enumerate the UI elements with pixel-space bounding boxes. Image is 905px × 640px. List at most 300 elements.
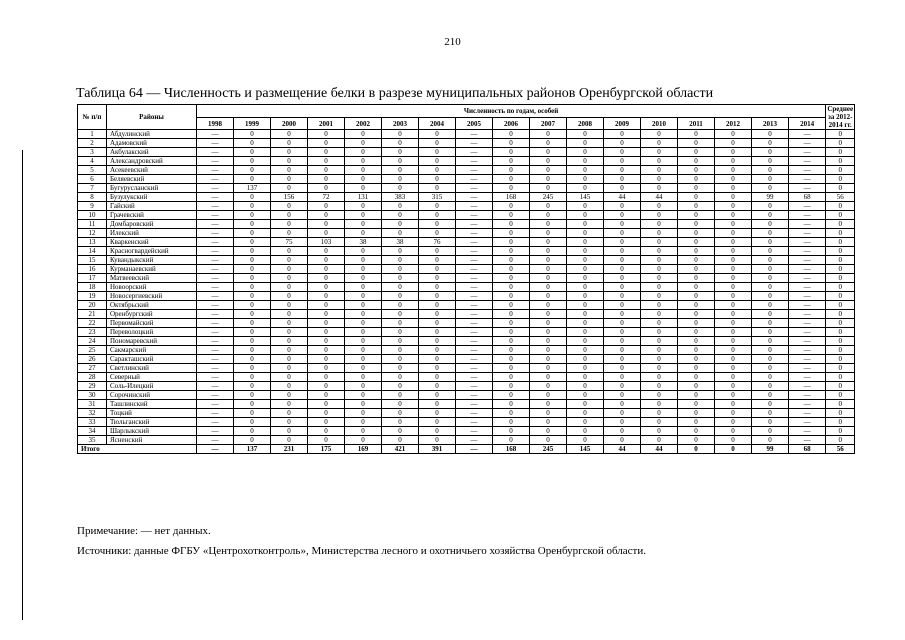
- header-year: 2004: [419, 118, 456, 130]
- total-value-cell: 421: [382, 445, 419, 454]
- value-cell: 0: [715, 364, 752, 373]
- value-cell: 0: [826, 139, 855, 148]
- value-cell: 0: [567, 292, 604, 301]
- value-cell: 0: [752, 148, 789, 157]
- table-row: [78, 193, 855, 202]
- value-cell: 0: [234, 175, 271, 184]
- value-cell: 0: [530, 274, 567, 283]
- row-number: 5: [78, 166, 107, 175]
- value-cell: —: [456, 373, 493, 382]
- value-cell: 0: [715, 301, 752, 310]
- value-cell: —: [197, 328, 234, 337]
- value-cell: 0: [641, 166, 678, 175]
- value-cell: 0: [382, 184, 419, 193]
- value-cell: 0: [678, 211, 715, 220]
- value-cell: 0: [641, 418, 678, 427]
- value-cell: 0: [234, 256, 271, 265]
- table-row: [78, 130, 855, 139]
- value-cell: 0: [382, 364, 419, 373]
- value-cell: 0: [678, 274, 715, 283]
- value-cell: 0: [752, 364, 789, 373]
- value-cell: 0: [752, 400, 789, 409]
- row-number: 33: [78, 418, 107, 427]
- value-cell: 0: [567, 418, 604, 427]
- value-cell: —: [789, 283, 826, 292]
- value-cell: 0: [382, 256, 419, 265]
- row-number: 24: [78, 337, 107, 346]
- total-value-cell: 0: [715, 445, 752, 454]
- value-cell: 0: [234, 130, 271, 139]
- value-cell: 0: [567, 319, 604, 328]
- value-cell: 0: [530, 418, 567, 427]
- value-cell: 0: [234, 229, 271, 238]
- value-cell: 0: [567, 139, 604, 148]
- total-value-cell: 137: [234, 445, 271, 454]
- value-cell: 0: [826, 229, 855, 238]
- value-cell: 0: [308, 373, 345, 382]
- value-cell: 0: [271, 220, 308, 229]
- value-cell: 0: [715, 283, 752, 292]
- value-cell: 0: [493, 391, 530, 400]
- value-cell: 0: [678, 427, 715, 436]
- value-cell: —: [789, 130, 826, 139]
- table-body: [78, 130, 855, 454]
- value-cell: —: [456, 211, 493, 220]
- value-cell: 0: [419, 175, 456, 184]
- value-cell: 0: [715, 292, 752, 301]
- district-name: Шарлыкский: [107, 427, 197, 436]
- value-cell: 0: [567, 373, 604, 382]
- row-number: 35: [78, 436, 107, 445]
- value-cell: 0: [345, 355, 382, 364]
- value-cell: 0: [530, 346, 567, 355]
- total-row: [78, 445, 855, 454]
- value-cell: 0: [715, 328, 752, 337]
- value-cell: 0: [419, 436, 456, 445]
- value-cell: 0: [826, 409, 855, 418]
- row-number: 3: [78, 148, 107, 157]
- value-cell: 0: [604, 436, 641, 445]
- value-cell: 0: [419, 265, 456, 274]
- value-cell: 0: [271, 211, 308, 220]
- value-cell: 156: [271, 193, 308, 202]
- value-cell: 0: [493, 139, 530, 148]
- value-cell: 0: [604, 139, 641, 148]
- table-row: [78, 310, 855, 319]
- value-cell: —: [789, 310, 826, 319]
- value-cell: —: [197, 436, 234, 445]
- value-cell: 0: [567, 265, 604, 274]
- value-cell: 0: [382, 220, 419, 229]
- value-cell: 0: [382, 319, 419, 328]
- value-cell: 0: [345, 247, 382, 256]
- value-cell: 245: [530, 193, 567, 202]
- value-cell: —: [197, 346, 234, 355]
- header-year: 2001: [308, 118, 345, 130]
- value-cell: 0: [567, 202, 604, 211]
- value-cell: 0: [271, 427, 308, 436]
- value-cell: 0: [271, 292, 308, 301]
- value-cell: 0: [234, 238, 271, 247]
- value-cell: 0: [234, 283, 271, 292]
- value-cell: 0: [715, 391, 752, 400]
- value-cell: 0: [345, 391, 382, 400]
- table-row: [78, 328, 855, 337]
- value-cell: 0: [382, 373, 419, 382]
- table-row: [78, 211, 855, 220]
- district-name: Асекеевский: [107, 166, 197, 175]
- value-cell: 0: [752, 157, 789, 166]
- total-value-cell: 99: [752, 445, 789, 454]
- value-cell: 0: [345, 274, 382, 283]
- total-label: Итого: [78, 445, 197, 454]
- value-cell: 0: [271, 409, 308, 418]
- value-cell: 0: [234, 337, 271, 346]
- value-cell: 0: [641, 256, 678, 265]
- value-cell: 0: [826, 202, 855, 211]
- value-cell: 0: [641, 328, 678, 337]
- value-cell: 0: [345, 364, 382, 373]
- value-cell: 0: [234, 436, 271, 445]
- value-cell: 0: [715, 346, 752, 355]
- row-number: 7: [78, 184, 107, 193]
- header-year: 2012: [715, 118, 752, 130]
- value-cell: 0: [271, 130, 308, 139]
- value-cell: —: [456, 301, 493, 310]
- value-cell: 0: [419, 328, 456, 337]
- value-cell: 0: [530, 292, 567, 301]
- header-year: 2003: [382, 118, 419, 130]
- row-number: 6: [78, 175, 107, 184]
- value-cell: —: [789, 229, 826, 238]
- value-cell: 0: [308, 283, 345, 292]
- value-cell: 0: [530, 373, 567, 382]
- value-cell: 0: [234, 319, 271, 328]
- value-cell: 0: [493, 409, 530, 418]
- value-cell: 0: [715, 157, 752, 166]
- value-cell: 0: [752, 418, 789, 427]
- value-cell: 0: [493, 229, 530, 238]
- value-cell: 0: [715, 175, 752, 184]
- value-cell: 0: [271, 319, 308, 328]
- district-name: Илекский: [107, 229, 197, 238]
- value-cell: 0: [567, 346, 604, 355]
- header-year: 2005: [456, 118, 493, 130]
- value-cell: 75: [271, 238, 308, 247]
- district-name: Бузулукский: [107, 193, 197, 202]
- value-cell: 0: [234, 301, 271, 310]
- value-cell: 0: [530, 409, 567, 418]
- value-cell: 0: [678, 229, 715, 238]
- value-cell: 0: [567, 238, 604, 247]
- value-cell: 0: [826, 310, 855, 319]
- value-cell: 0: [752, 247, 789, 256]
- value-cell: 0: [567, 175, 604, 184]
- value-cell: 0: [641, 265, 678, 274]
- value-cell: 0: [641, 211, 678, 220]
- value-cell: —: [197, 418, 234, 427]
- value-cell: 0: [419, 418, 456, 427]
- value-cell: —: [197, 157, 234, 166]
- table-row: [78, 373, 855, 382]
- value-cell: 0: [604, 130, 641, 139]
- value-cell: 0: [641, 184, 678, 193]
- value-cell: 99: [752, 193, 789, 202]
- value-cell: —: [456, 355, 493, 364]
- value-cell: 0: [234, 193, 271, 202]
- value-cell: 38: [382, 238, 419, 247]
- value-cell: 0: [419, 166, 456, 175]
- value-cell: 0: [234, 148, 271, 157]
- table-row: [78, 175, 855, 184]
- value-cell: 0: [308, 292, 345, 301]
- value-cell: 0: [530, 382, 567, 391]
- header-year: 2007: [530, 118, 567, 130]
- table-row: [78, 220, 855, 229]
- value-cell: 0: [271, 166, 308, 175]
- value-cell: —: [456, 220, 493, 229]
- value-cell: —: [789, 157, 826, 166]
- value-cell: 0: [826, 157, 855, 166]
- value-cell: 0: [715, 211, 752, 220]
- value-cell: 0: [493, 292, 530, 301]
- value-cell: 0: [419, 391, 456, 400]
- value-cell: —: [789, 274, 826, 283]
- value-cell: —: [789, 301, 826, 310]
- value-cell: —: [197, 265, 234, 274]
- value-cell: 0: [308, 202, 345, 211]
- value-cell: 0: [308, 382, 345, 391]
- district-name: Ясненский: [107, 436, 197, 445]
- value-cell: 0: [271, 355, 308, 364]
- value-cell: 0: [678, 130, 715, 139]
- value-cell: 0: [567, 391, 604, 400]
- value-cell: 0: [826, 391, 855, 400]
- value-cell: 0: [234, 409, 271, 418]
- value-cell: 0: [382, 418, 419, 427]
- value-cell: 0: [382, 130, 419, 139]
- value-cell: 145: [567, 193, 604, 202]
- value-cell: 0: [826, 166, 855, 175]
- value-cell: 0: [382, 436, 419, 445]
- value-cell: 0: [271, 265, 308, 274]
- value-cell: 0: [752, 175, 789, 184]
- value-cell: 0: [752, 328, 789, 337]
- value-cell: —: [456, 229, 493, 238]
- value-cell: 0: [419, 274, 456, 283]
- value-cell: 0: [567, 337, 604, 346]
- row-number: 29: [78, 382, 107, 391]
- district-name: Ташлинский: [107, 400, 197, 409]
- district-name: Тоцкий: [107, 409, 197, 418]
- table-row: [78, 301, 855, 310]
- header-district: Районы: [107, 105, 197, 130]
- value-cell: 0: [715, 184, 752, 193]
- value-cell: 0: [308, 409, 345, 418]
- value-cell: —: [789, 166, 826, 175]
- value-cell: 0: [678, 292, 715, 301]
- value-cell: 0: [271, 301, 308, 310]
- value-cell: 0: [382, 283, 419, 292]
- total-value-cell: 231: [271, 445, 308, 454]
- value-cell: 0: [382, 391, 419, 400]
- value-cell: 0: [382, 229, 419, 238]
- value-cell: —: [789, 211, 826, 220]
- value-cell: 0: [826, 220, 855, 229]
- value-cell: —: [197, 310, 234, 319]
- value-cell: 0: [752, 382, 789, 391]
- value-cell: 0: [752, 274, 789, 283]
- value-cell: 0: [382, 274, 419, 283]
- value-cell: 0: [567, 400, 604, 409]
- value-cell: 0: [382, 139, 419, 148]
- row-number: 20: [78, 301, 107, 310]
- value-cell: 0: [382, 427, 419, 436]
- value-cell: 0: [308, 427, 345, 436]
- row-number: 26: [78, 355, 107, 364]
- value-cell: 0: [234, 310, 271, 319]
- value-cell: 0: [493, 184, 530, 193]
- value-cell: —: [197, 220, 234, 229]
- value-cell: —: [456, 409, 493, 418]
- district-name: Бугурусланский: [107, 184, 197, 193]
- value-cell: 0: [271, 256, 308, 265]
- value-cell: 0: [715, 139, 752, 148]
- value-cell: 0: [382, 202, 419, 211]
- value-cell: 0: [567, 229, 604, 238]
- value-cell: 0: [419, 355, 456, 364]
- value-cell: 0: [826, 211, 855, 220]
- value-cell: —: [197, 373, 234, 382]
- value-cell: 0: [530, 355, 567, 364]
- table-row: [78, 274, 855, 283]
- table-row: [78, 409, 855, 418]
- value-cell: 0: [345, 184, 382, 193]
- district-name: Тюльганский: [107, 418, 197, 427]
- value-cell: 56: [826, 193, 855, 202]
- table-row: [78, 238, 855, 247]
- table-row: [78, 436, 855, 445]
- value-cell: —: [456, 274, 493, 283]
- value-cell: 0: [826, 418, 855, 427]
- value-cell: 0: [752, 238, 789, 247]
- value-cell: 0: [234, 265, 271, 274]
- value-cell: 0: [530, 283, 567, 292]
- row-number: 12: [78, 229, 107, 238]
- value-cell: 0: [604, 247, 641, 256]
- table-row: [78, 292, 855, 301]
- row-number: 9: [78, 202, 107, 211]
- value-cell: 0: [715, 238, 752, 247]
- value-cell: 0: [345, 229, 382, 238]
- value-cell: —: [197, 193, 234, 202]
- value-cell: 0: [641, 130, 678, 139]
- value-cell: 0: [419, 256, 456, 265]
- value-cell: 0: [604, 391, 641, 400]
- value-cell: —: [789, 382, 826, 391]
- value-cell: 0: [604, 418, 641, 427]
- value-cell: 0: [752, 283, 789, 292]
- value-cell: 0: [715, 130, 752, 139]
- value-cell: 0: [308, 337, 345, 346]
- value-cell: 0: [826, 319, 855, 328]
- value-cell: 0: [826, 355, 855, 364]
- value-cell: 0: [752, 436, 789, 445]
- total-value-cell: 44: [641, 445, 678, 454]
- value-cell: 0: [419, 229, 456, 238]
- table-row: [78, 229, 855, 238]
- value-cell: 0: [641, 337, 678, 346]
- value-cell: 0: [752, 220, 789, 229]
- value-cell: 0: [752, 310, 789, 319]
- value-cell: 0: [678, 319, 715, 328]
- value-cell: 0: [419, 157, 456, 166]
- value-cell: 0: [382, 247, 419, 256]
- value-cell: 0: [493, 373, 530, 382]
- district-name: Домбаровский: [107, 220, 197, 229]
- district-name: Пономаревский: [107, 337, 197, 346]
- district-name: Гайский: [107, 202, 197, 211]
- value-cell: 0: [604, 256, 641, 265]
- value-cell: —: [456, 328, 493, 337]
- value-cell: 0: [382, 148, 419, 157]
- value-cell: —: [197, 139, 234, 148]
- value-cell: 0: [752, 409, 789, 418]
- value-cell: 0: [234, 328, 271, 337]
- value-cell: 0: [641, 247, 678, 256]
- value-cell: —: [197, 184, 234, 193]
- value-cell: 0: [493, 175, 530, 184]
- value-cell: 0: [604, 220, 641, 229]
- value-cell: 0: [345, 292, 382, 301]
- value-cell: 0: [752, 184, 789, 193]
- value-cell: 0: [715, 418, 752, 427]
- district-name: Кваркенский: [107, 238, 197, 247]
- value-cell: 0: [530, 202, 567, 211]
- value-cell: 0: [493, 418, 530, 427]
- value-cell: —: [789, 319, 826, 328]
- value-cell: —: [197, 400, 234, 409]
- value-cell: 0: [271, 202, 308, 211]
- value-cell: 0: [678, 247, 715, 256]
- value-cell: 0: [678, 265, 715, 274]
- value-cell: 0: [493, 283, 530, 292]
- district-name: Красногвардейский: [107, 247, 197, 256]
- value-cell: 0: [678, 256, 715, 265]
- value-cell: 0: [308, 355, 345, 364]
- value-cell: 0: [530, 265, 567, 274]
- value-cell: 0: [641, 238, 678, 247]
- value-cell: 0: [493, 166, 530, 175]
- table-caption: Таблица 64 — Численность и размещение белки в разрезе муниципальных районов Оренбургской области: [76, 86, 714, 101]
- value-cell: 0: [715, 355, 752, 364]
- value-cell: 0: [604, 328, 641, 337]
- table-row: [78, 337, 855, 346]
- value-cell: 0: [641, 292, 678, 301]
- value-cell: —: [789, 346, 826, 355]
- value-cell: 0: [641, 382, 678, 391]
- value-cell: 0: [271, 157, 308, 166]
- value-cell: 0: [752, 202, 789, 211]
- value-cell: 0: [641, 436, 678, 445]
- value-cell: 0: [604, 427, 641, 436]
- value-cell: —: [197, 130, 234, 139]
- value-cell: 0: [345, 130, 382, 139]
- row-number: 2: [78, 139, 107, 148]
- value-cell: 0: [234, 373, 271, 382]
- header-year: 1999: [234, 118, 271, 130]
- value-cell: —: [789, 328, 826, 337]
